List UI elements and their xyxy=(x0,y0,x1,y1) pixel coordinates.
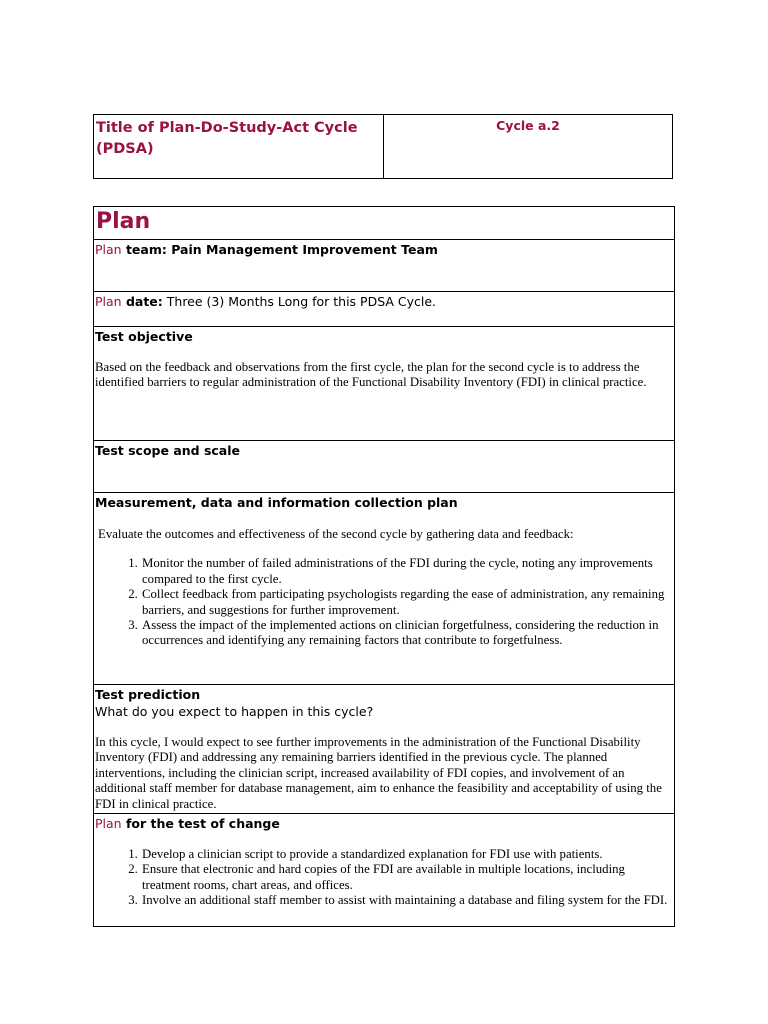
test-of-change-row xyxy=(94,814,674,926)
pdsa-title-label: Title of Plan-Do-Study-Act Cycle (PDSA) xyxy=(94,115,384,178)
list-item: 1. Monitor the number of failed administrations of the FDI during the cycle, noting any improvements compared to the first cycle. xyxy=(141,556,673,587)
plan-table xyxy=(93,206,675,927)
plan-team-row xyxy=(94,240,674,292)
measurement-label: Measurement, data and information collection plan xyxy=(95,495,458,510)
list-item: 3. Involve an additional staff member to assist with maintaining a database and filing system for the FDI. xyxy=(141,893,673,908)
test-scope-row xyxy=(94,441,674,493)
title-table xyxy=(93,114,673,179)
test-of-change-list xyxy=(95,847,673,909)
test-objective-row xyxy=(94,327,674,441)
list-item: 2. Collect feedback from participating psychologists regarding the ease of administration, any remaining barriers, and suggestions for further improvement. xyxy=(141,587,673,618)
list-item: 3. Assess the impact of the implemented actions on clinician forgetfulness, considering the reduction in occurrences and identifying any remaining factors that contribute to forgetfulness. xyxy=(141,618,673,649)
team-value: Pain Management Improvement Team xyxy=(166,242,438,257)
plan-word: Plan xyxy=(95,816,122,831)
test-prediction-row xyxy=(94,685,674,814)
measurement-intro: Evaluate the outcomes and effectiveness of the second cycle by gathering data and feedback: xyxy=(98,527,574,541)
plan-date-field xyxy=(95,293,673,310)
test-of-change-label-text: for the test of change xyxy=(121,816,280,831)
plan-date-row xyxy=(94,292,674,327)
test-objective-text: Based on the feedback and observations from the first cycle, the plan for the second cycle is to address the identified barriers to regular administration of the Functional Disability Inventory (FDI) in clinical practice. xyxy=(95,360,647,390)
test-prediction-text: In this cycle, I would expect to see further improvements in the administration of the Functional Disability Inventory (FDI) and addressing any remaining barriers identified in the previous cycle. The planned interventions, including the clinician script, increased availability of FDI copies, and involvement of an additional staff member for database management, aim to enhance the feasibility and acceptability of using the FDI in clinical practice. xyxy=(95,735,662,811)
test-scope-label: Test scope and scale xyxy=(95,443,241,458)
plan-team-field xyxy=(95,241,673,258)
team-label: team: xyxy=(121,242,167,257)
plan-word: Plan xyxy=(95,294,122,309)
list-item: 2. Ensure that electronic and hard copies of the FDI are available in multiple locations, including treatment rooms, chart areas, and offices. xyxy=(141,862,673,893)
measurement-list xyxy=(95,556,673,648)
list-item: 1. Develop a clinician script to provide a standardized explanation for FDI use with patients. xyxy=(141,847,673,862)
measurement-row xyxy=(94,493,674,685)
date-label: date: xyxy=(121,294,163,309)
test-objective-label: Test objective xyxy=(95,329,193,344)
date-value: Three (3) Months Long for this PDSA Cycle. xyxy=(162,294,437,309)
test-prediction-label: Test prediction xyxy=(95,687,201,702)
test-of-change-label xyxy=(95,815,673,832)
plan-heading-row xyxy=(94,207,674,240)
cycle-label: Cycle a.2 xyxy=(496,118,560,133)
plan-heading: Plan xyxy=(96,209,151,234)
plan-word: Plan xyxy=(95,242,122,257)
test-prediction-question: What do you expect to happen in this cycle? xyxy=(95,704,374,719)
